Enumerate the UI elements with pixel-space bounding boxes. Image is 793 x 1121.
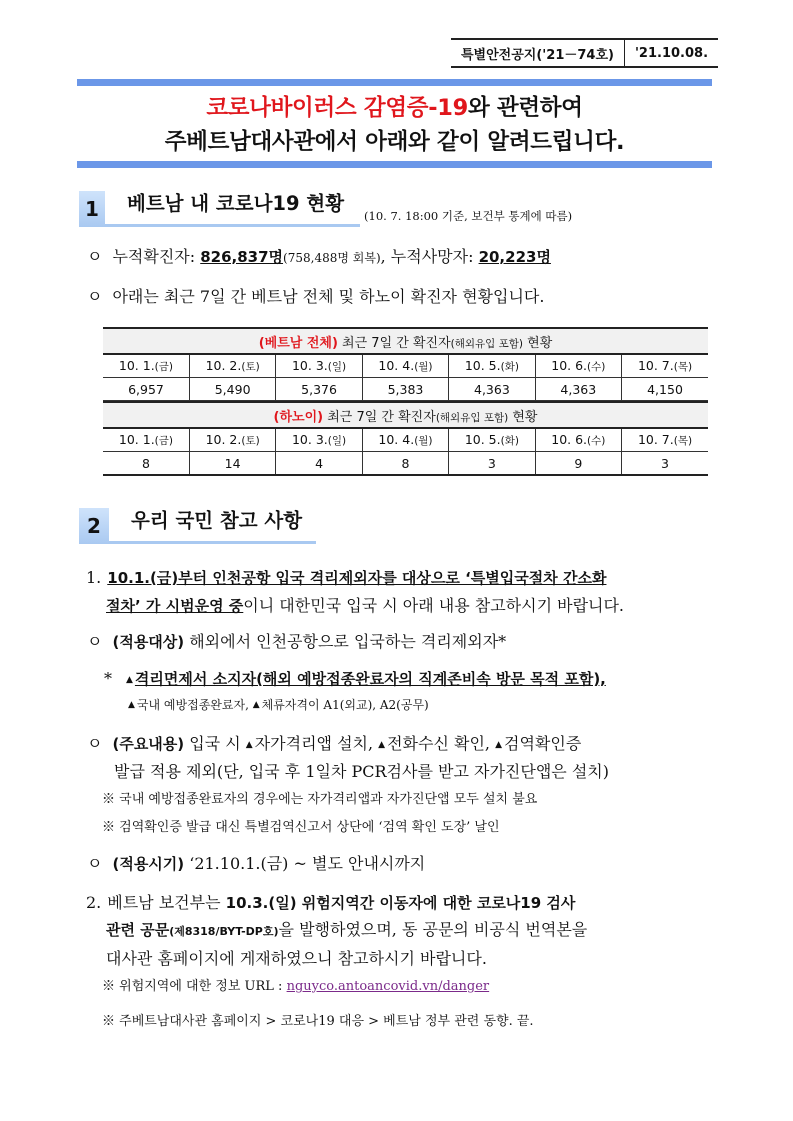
content-note-2: ※ 검역확인증 발급 대신 특별검역신고서 상단에 ‘검역 확인 도장’ 날인	[102, 820, 500, 835]
triangle-icon: ▲	[128, 700, 135, 710]
recovered-count: (758,488명 회복)	[283, 251, 381, 265]
notice-item-2: 2. 베트남 보건부는 10.3.(일) 위험지역간 이동자에 대한 코로나19 검사 관련 공문(제8318/BYT-DP호)을 발행하였으며, 동 공문의 비공식 번역본을 대사관 홈페이지에 게재하였으니 참고하시기 바랍니다.	[86, 893, 588, 968]
triangle-icon: ▲	[378, 740, 386, 750]
section-2-number: 2	[79, 508, 109, 544]
notice-item-1: 1. 10.1.(금)부터 인천공항 입국 격리제외자를 대상으로 ‘특별입국절차 간소화 절차’ 가 시범운영 중이니 대한민국 입국 시 아래 내용 참고하시기 바랍니다.	[86, 568, 625, 615]
table-caption-row: (하노이) 최근 7일 간 확진자(해외유입 포함) 현황	[103, 402, 708, 428]
triangle-icon: ▲	[126, 675, 133, 685]
content-note-1: ※ 국내 예방접종완료자의 경우에는 자가격리앱과 자가진단앱 모두 설치 불요	[102, 792, 538, 807]
table-caption-row: (베트남 전체) 최근 7일 간 확진자(해외유입 포함) 현황	[103, 328, 708, 354]
deaths-count: 20,223명	[478, 248, 551, 266]
date-row: 10. 1.(금) 10. 2.(토) 10. 3.(일) 10. 4.(월) 10. 5.(화) 10. 6.(수) 10. 7.(목)	[103, 428, 708, 452]
notice-meta	[451, 38, 718, 68]
notice-date: '21.10.08.	[624, 40, 718, 66]
target-sub-2: ▲ 국내 예방접종완료자, ▲ 체류자격이 A1(외교), A2(공무)	[128, 698, 429, 712]
date-row: 10. 1.(금) 10. 2.(토) 10. 3.(일) 10. 4.(월) 10. 5.(화) 10. 6.(수) 10. 7.(목)	[103, 354, 708, 378]
vietnam-cases-table	[103, 327, 708, 401]
content-line-1: ㅇ (주요내용) 입국 시 ▲ 자가격리앱 설치, ▲ 전화수신 확인, ▲ 검역확인증	[87, 734, 582, 753]
page-title	[77, 91, 712, 159]
section-2-header	[79, 507, 316, 544]
hanoi-cases-table	[103, 401, 708, 476]
triangle-icon: ▲	[495, 740, 502, 750]
confirmed-count: 826,837명	[200, 248, 284, 266]
title-bottom-bar	[77, 161, 712, 168]
danger-zone-link[interactable]: nguyco.antoancovid.vn/danger	[286, 979, 490, 994]
target-line: ㅇ (적용대상) 해외에서 인천공항으로 입국하는 격리제외자*	[87, 632, 507, 651]
triangle-icon: ▲	[245, 740, 253, 750]
title-top-bar	[77, 79, 712, 86]
title-line-2: 주베트남대사관에서 아래와 같이 알려드립니다.	[164, 129, 625, 155]
period-line: ㅇ (적용시기) ‘21.10.1.(금) ~ 별도 안내시까지	[87, 854, 426, 873]
homepage-path-note: ※ 주베트남대사관 홈페이지 > 코로나19 대응 > 베트남 정부 관련 동향. 끝.	[102, 1014, 534, 1029]
cumulative-stats: ㅇ 누적확진자: 826,837명(758,488명 회복), 누적사망자: 20,223명	[87, 247, 551, 266]
target-sub-1: * ▲ 격리면제서 소지자(해외 예방접종완료자의 직계존비속 방문 목적 포함),	[104, 669, 606, 688]
content-line-2: 발급 적용 제외(단, 입국 후 1일차 PCR검사를 받고 자가진단앱은 설치)	[114, 762, 609, 781]
url-note: ※ 위험지역에 대한 정보 URL : nguyco.antoancovid.vn/danger	[102, 979, 490, 994]
section-1-note: (10. 7. 18:00 기준, 보건부 통계에 따름)	[364, 209, 573, 223]
section-1-header	[79, 190, 572, 227]
section-1-number: 1	[79, 191, 105, 227]
section-2-title: 우리 국민 참고 사항	[109, 507, 316, 544]
section-1-title: 베트남 내 코로나19 현황	[105, 190, 360, 227]
value-row: 8 14 4 8 3 9 3	[103, 452, 708, 476]
value-row: 6,957 5,490 5,376 5,383 4,363 4,363 4,150	[103, 378, 708, 401]
title-line-1: 코로나바이러스 감염증-19와 관련하여	[206, 95, 583, 121]
notice-number: 특별안전공지('21－74호)	[461, 47, 614, 63]
table-intro: ㅇ 아래는 최근 7일 간 베트남 전체 및 하노이 확진자 현황입니다.	[87, 287, 545, 306]
triangle-icon: ▲	[252, 700, 260, 710]
